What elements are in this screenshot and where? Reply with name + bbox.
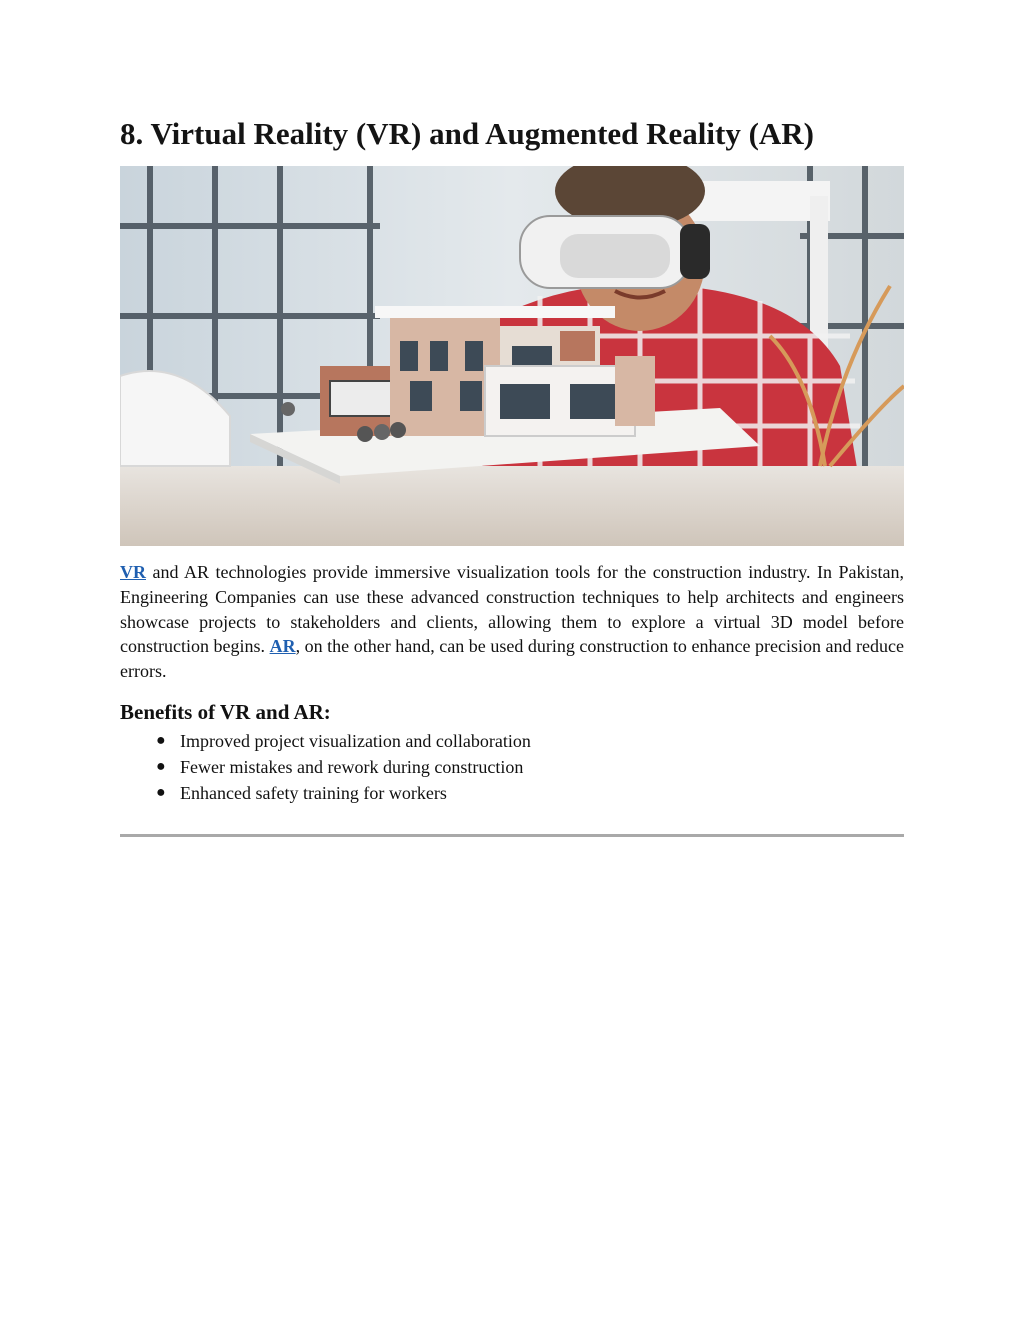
paragraph-text-1: and AR technologies provide immersive visualization tools for the construction industry. In Pakistan, Engineering Companies can use these advanced construction techniques to help architects and engineers showcase projects to stakeholders and clients, allowing them to explore a virtual 3D model before construction begins. <box>120 562 904 657</box>
benefits-heading: Benefits of VR and AR: <box>120 700 331 724</box>
bullet-icon: ● <box>156 758 166 775</box>
list-item-text: Fewer mistakes and rework during construction <box>180 757 524 777</box>
vr-architect-photo <box>120 166 904 546</box>
list-item <box>120 728 904 754</box>
list-item-text: Improved project visualization and collaboration <box>180 731 531 751</box>
section-heading: 8. Virtual Reality (VR) and Augmented Reality (AR) <box>120 116 815 151</box>
ar-link[interactable]: AR <box>269 636 296 657</box>
list-item <box>120 780 904 806</box>
intro-paragraph <box>120 560 904 684</box>
list-item-text: Enhanced safety training for workers <box>180 783 447 803</box>
horizontal-divider <box>120 834 904 837</box>
bullet-icon: ● <box>156 784 166 801</box>
bullet-icon: ● <box>156 732 166 749</box>
vr-link[interactable]: VR <box>120 562 146 582</box>
paragraph-text-2: , on the other hand, can be used during construction to enhance precision and reduce errors. <box>120 636 904 682</box>
benefits-list <box>120 728 904 806</box>
list-item <box>120 754 904 780</box>
